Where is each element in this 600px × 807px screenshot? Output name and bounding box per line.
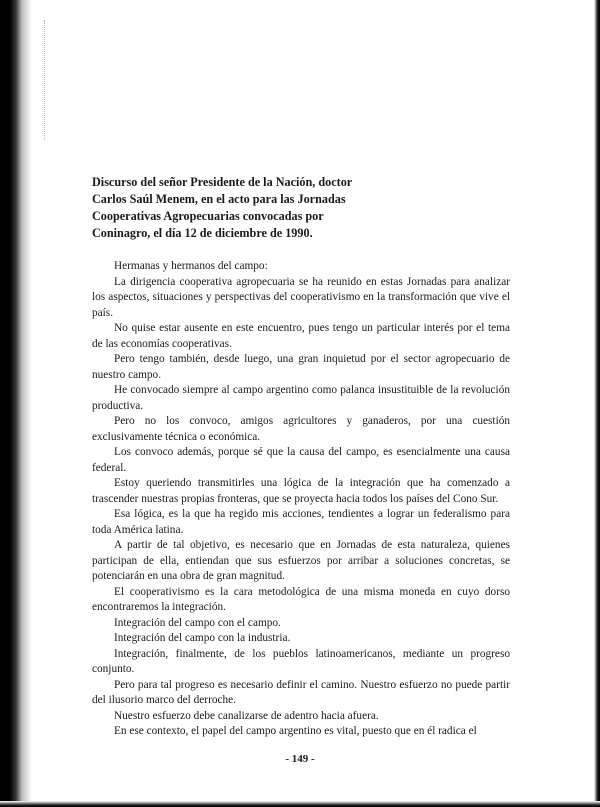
paragraph: El cooperativismo es la cara metodológica de una misma moneda en cuyo dorso encontraremos la integración.	[92, 585, 510, 613]
paragraph: Estoy queriendo transmitirles una lógica de la integración que ha comenzado a trascender nuestras propias fronteras, que se proyecta hacia todos los países del Cono Sur.	[92, 477, 510, 505]
paragraph: Pero tengo también, desde luego, una gran inquietud por el sector agropecuario de nuestro campo.	[92, 353, 510, 381]
paragraph: Integración, finalmente, de los pueblos latinoamericanos, mediante un progreso conjunto.	[92, 647, 510, 675]
binding-marks	[44, 20, 65, 140]
paragraph: La dirigencia cooperativa agropecuaria se ha reunido en estas Jornadas para analizar los aspectos, situaciones y perspectivas del cooperativismo en la transformación que vive el país.	[92, 275, 510, 319]
paragraph: Hermanas y hermanos del campo:	[114, 260, 268, 272]
document-page	[92, 174, 510, 740]
paragraph: Los convoco además, porque sé que la causa del campo, es esencialmente una causa federal.	[92, 446, 510, 474]
paragraph: Pero para tal progreso es necesario definir el camino. Nuestro esfuerzo no puede partir del ilusorio marco del derroche.	[92, 678, 510, 706]
scan-border-bottom	[0, 801, 600, 807]
paragraph: Integración del campo con la industria.	[114, 632, 291, 644]
paragraph: Esa lógica, es la que ha regido mis acciones, tendientes a lograr un federalismo para toda América latina.	[92, 508, 510, 536]
paragraph: He convocado siempre al campo argentino como palanca insustituible de la revolución productiva.	[92, 384, 510, 412]
paragraph: A partir de tal objetivo, es necesario que en Jornadas de esta naturaleza, quienes participan de ella, entiendan que sus esfuerzos por arribar a soluciones concretas, se potenciarán en una obra de gran magnitud.	[92, 539, 510, 582]
speech-body	[92, 259, 510, 740]
speech-title: Discurso del señor Presidente de la Nación, doctor Carlos Saúl Menem, en el acto para las Jornadas Cooperativas Agropecuarias convocadas por Coninagro, el día 12 de diciembre de 1990.	[92, 175, 353, 240]
paragraph: En ese contexto, el papel del campo argentino es vital, puesto que en él radica el	[114, 725, 477, 737]
paragraph: No quise estar ausente en este encuentro, pues tengo un particular interés por el tema de las economías cooperativas.	[92, 322, 510, 350]
paragraph: Nuestro esfuerzo debe canalizarse de adentro hacia afuera.	[114, 709, 379, 722]
paragraph: Integración del campo con el campo.	[114, 616, 281, 629]
scan-border-left	[0, 0, 32, 807]
page-number: - 149 -	[285, 753, 315, 765]
paragraph: Pero no los convoco, amigos agricultores y ganaderos, por una cuestión exclusivamente técnica o económica.	[92, 415, 510, 443]
scan-border-right	[594, 0, 600, 807]
